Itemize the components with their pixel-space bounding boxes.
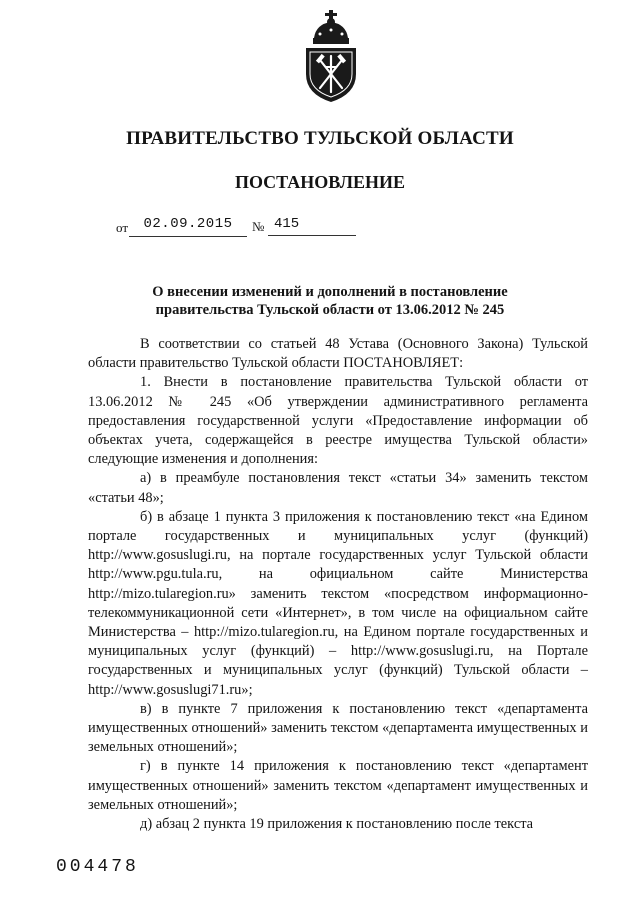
body-paragraph: б) в абзаце 1 пункта 3 приложения к постановлению текст «на Едином портале государственных и муниципальных услуг (функций) http://www.gosuslugi.ru, на портале государственных услуг Тульской области http://www.pgu.tula.ru, на официальном сайте Министерства http://mizo.tularegion.ru» заменить текстом «посредством информационно-телекоммуникационной сети «Интернет», в том числе на официальном сайте Министерства – http://mizo.tularegion.ru, на Едином портале государственных и муниципальных услуг (функций) – http://www.gosuslugi.ru, на Портале государственных и муниципальных услуг (функций) Тульской области – http://www.gosuslugi71.ru»; (88, 508, 588, 698)
body-paragraph: д) абзац 2 пункта 19 приложения к постановлению после текста (140, 816, 534, 833)
document-body (88, 335, 588, 834)
body-paragraph: а) в преамбуле постановления текст «статьи 34» заменить текстом «статьи 48»; (88, 470, 588, 506)
body-paragraph: В соответствии со статьей 48 Устава (Основного Закона) Тульской области правительство Тульской области ПОСТАНОВЛЯЕТ: (88, 336, 588, 372)
body-paragraph: 1. Внести в постановление правительства Тульской области от 13.06.2012 № 245 «Об утверждении административного регламента предоставления государственной услуги «Предоставление информации об объектах учета, содержащейся в реестре имущества Тульской области» следующие изменения и дополнения: (88, 374, 588, 468)
document-number: 415 (268, 216, 356, 236)
date-label: от (116, 220, 129, 235)
document-date: 02.09.2015 (129, 216, 247, 237)
subject-line: правительства Тульской области от 13.06.2012 № 245 (155, 302, 505, 318)
document-subject (120, 283, 540, 319)
number-label: № (252, 219, 265, 234)
document-type-title: ПОСТАНОВЛЕНИЕ (234, 172, 406, 192)
subject-line: О внесении изменений и дополнений в постановление (152, 284, 508, 300)
organization-title: ПРАВИТЕЛЬСТВО ТУЛЬСКОЙ ОБЛАСТИ (126, 128, 514, 149)
tula-region-coat-of-arms-icon (296, 8, 366, 104)
body-paragraph: г) в пункте 14 приложения к постановлению текст «департамент имущественных отношений» заменить текстом «департамент имущественных и земельных отношений»; (88, 758, 588, 813)
body-paragraph: в) в пункте 7 приложения к постановлению текст «департамента имущественных отношений» заменить текстом «департамента имущественных и земельных отношений»; (88, 700, 588, 756)
document-serial-code: 004478 (56, 857, 139, 877)
